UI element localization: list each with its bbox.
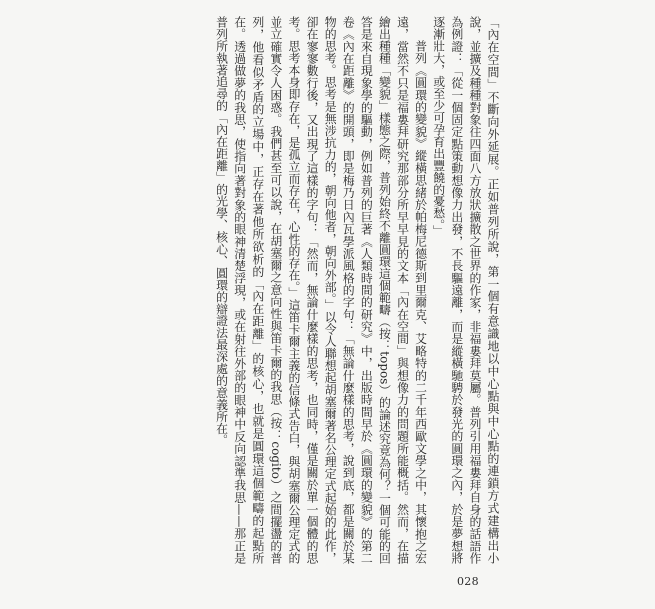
paragraph-1: 「內在空間」不斷向外延展。正如普列所說，第一個有意識地以中心點與中心點的連鎖方式建構出小說，並擴及種種對象往四面八方放狀擴散之世界的作家，非福婁拜莫屬。普列引用福婁拜自身的話語作為例證：「從一個固定點策動想像力出發，不長驅遠離，而是縱橫馳騁於發光的圓環之內，於是夢想將逐漸壯大，或至少可孕育出豐饒的憂愁。」 bbox=[431, 16, 500, 564]
paragraph-2: 普列《圓環的變貌》縱橫思緒於帕梅尼德斯到里爾克、艾略特的二千年西歐文學之中，其懷抱之宏遠，當然不只是福婁拜研究那部分所早早見的文本「內在空間」與想像力的問題所能概括。然而，在描繪出種種「變貌」樣態之際，普列始終不離圓環這個範疇（按：topos）的論述究竟為何？一個可能的回答是來自現象學的驅動，例如普列的巨著《人類時間的研究》中，出版時間早於《圓環的變貌》的第二卷《內在距離》的開頭，即是梅乃日內瓦學派風格的字句：「無論什麼樣的思考，說到底，都是關於某物的思考。思考是無涉抗力的，朝向他者，朝向外部。」以令人聯想起胡塞爾著名公理定式起始的此作，卻在寥寥數行後，又出現了這樣的字句：「然而，無論什麼樣的思考，也同時，僅是關於單一個體的思考。思考本身即存在，是孤立而存在，心性的存在。」這笛卡爾主義的信條式告白，與胡塞爾公理定式的並立確實令人困惑。我們甚至可以說，在胡塞爾之意向性與笛卡爾的我思（按：cogito）之間擺盪的普列，他看似矛盾的立場中，正存在著他所欲析的「內在距離」的核心，也就是圓環這個範疇的起點所在。透過做夢的我思，使指向著對象的眼神清楚浮現，或在射往外部的眼神中反向認準我思——那正是普列所執著追尋的「內在距離」的光學、核心、圓環的辯證法最深處的意義所在。 bbox=[214, 16, 428, 564]
vertical-text-body bbox=[176, 16, 502, 564]
page-number: 028 bbox=[457, 575, 479, 588]
